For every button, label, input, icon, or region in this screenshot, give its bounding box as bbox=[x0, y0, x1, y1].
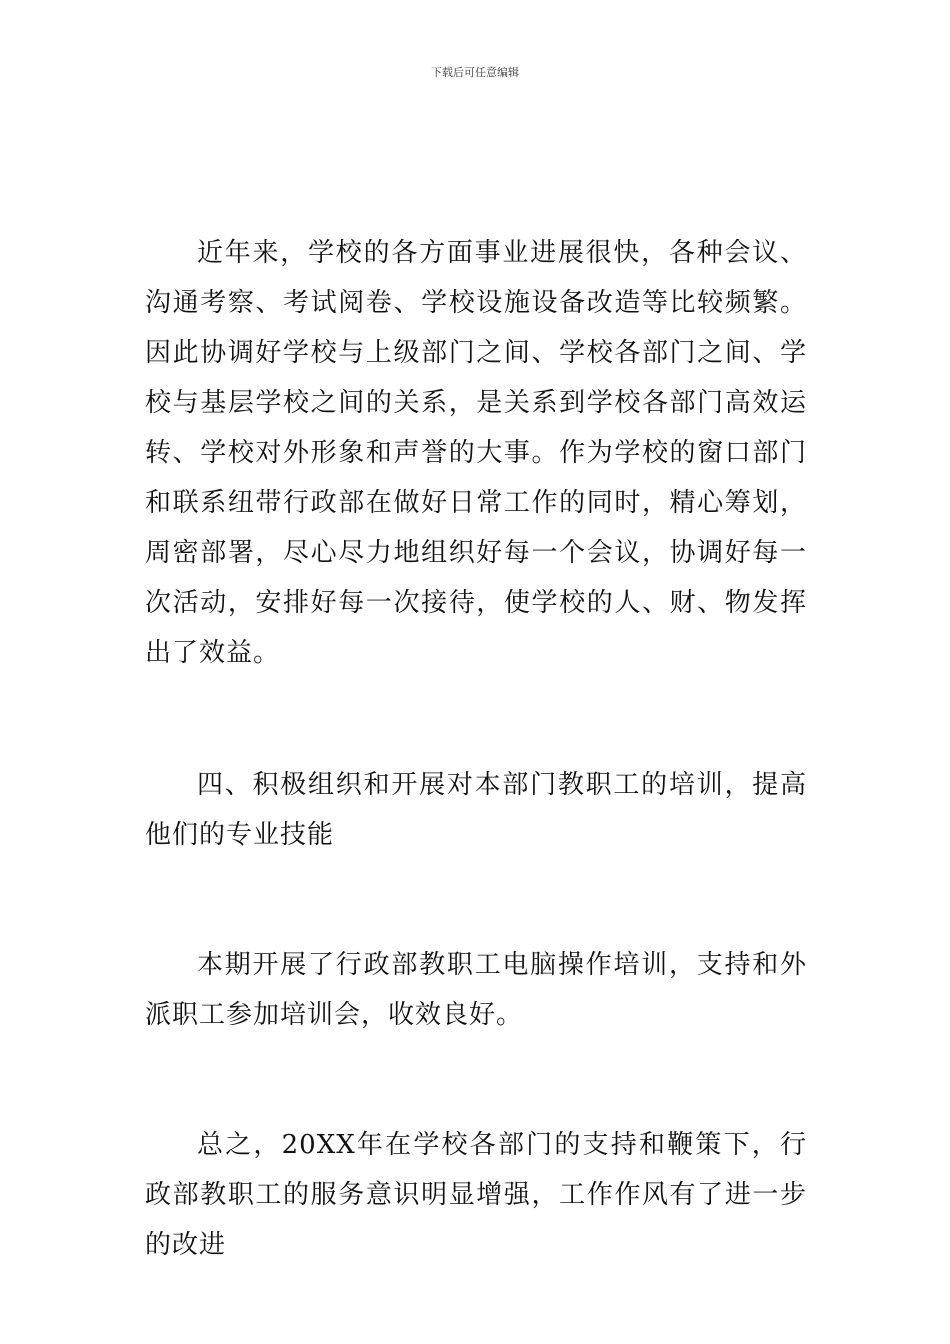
paragraph-spacer bbox=[145, 1040, 807, 1120]
section-heading-training: 四、积极组织和开展对本部门教职工的培训，提高他们的专业技能 bbox=[145, 770, 807, 850]
paragraph-spacer bbox=[145, 860, 807, 940]
document-body bbox=[145, 228, 807, 1270]
paragraph-coordination: 近年来，学校的各方面事业进展很快，各种会议、沟通考察、考试阅卷、学校设施设备改造等比较频繁。因此协调好学校与上级部门之间、学校各部门之间、学校与基层学校之间的关系，是关系到学校各部门高效运转、学校对外形象和声誉的大事。作为学校的窗口部门和联系纽带行政部在做好日常工作的同时，精心筹划，周密部署，尽心尽力地组织好每一个会议，协调好每一次活动，安排好每一次接待，使学校的人、财、物发挥出了效益。 bbox=[145, 238, 807, 668]
page-header-note: 下载后可任意编辑 bbox=[431, 66, 519, 79]
paragraph-summary: 总之，20XX年在学校各部门的支持和鞭策下，行政部教职工的服务意识明显增强，工作作风有了进一步的改进 bbox=[145, 1130, 807, 1260]
paragraph-spacer bbox=[145, 678, 807, 760]
paragraph-training: 本期开展了行政部教职工电脑操作培训，支持和外派职工参加培训会，收效良好。 bbox=[145, 950, 807, 1030]
